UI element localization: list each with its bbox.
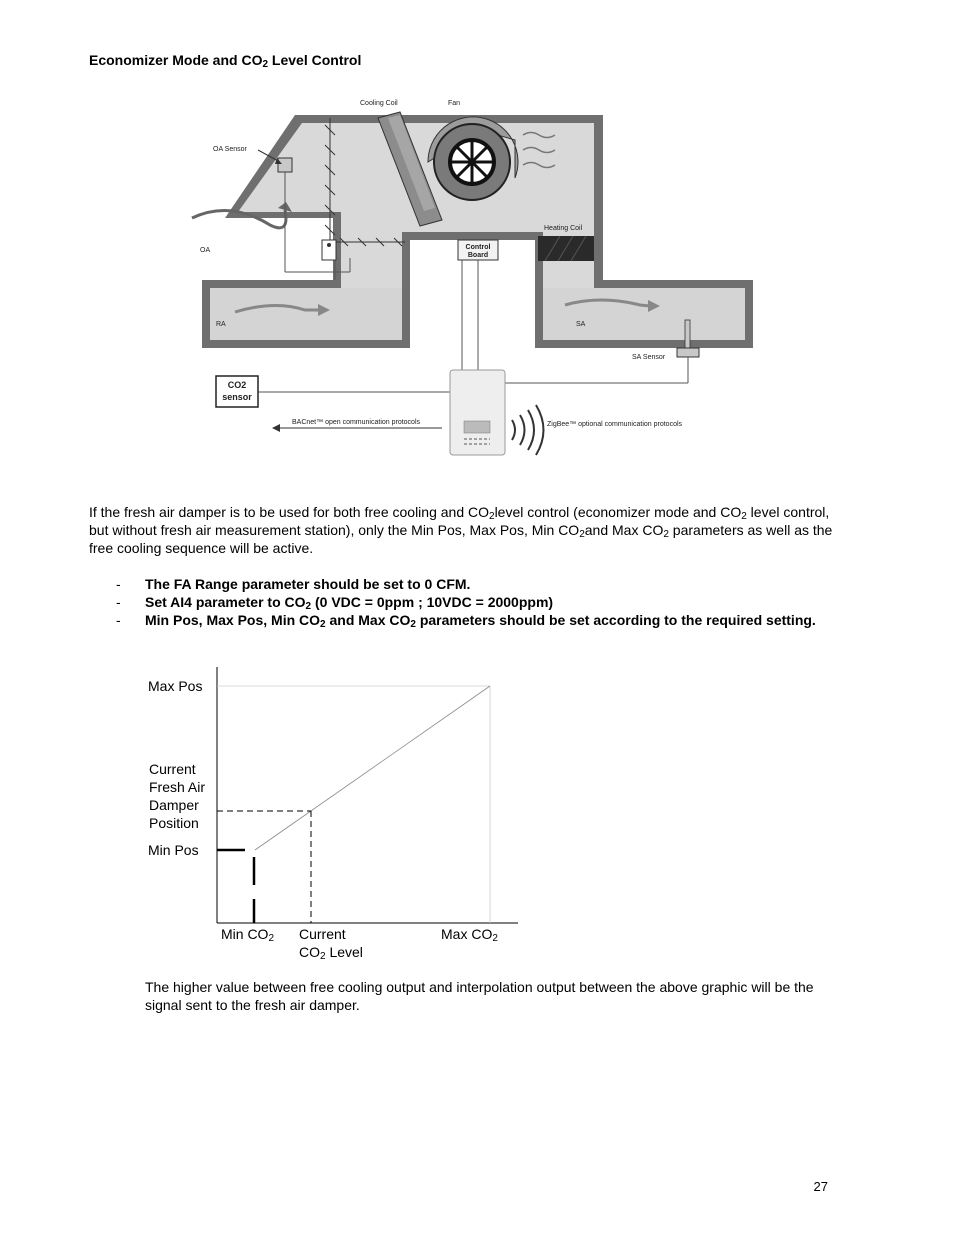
svg-text:sensor: sensor bbox=[222, 392, 252, 402]
current-position-label: Current Fresh Air Damper Position bbox=[149, 761, 206, 831]
min-co2-label: Min $CO_2$ bbox=[221, 926, 275, 944]
bullet-list bbox=[116, 575, 846, 629]
sa-sensor bbox=[677, 348, 699, 357]
section-heading: Economizer Mode and $CO_2$ Level Control bbox=[89, 52, 362, 70]
max-co2-label: Max $CO_2$ bbox=[441, 926, 498, 944]
closing-paragraph: The higher value between free cooling output and interpolation output between the above graphic will be the signal sent to the fresh air damper. bbox=[145, 979, 814, 1013]
svg-text:CO2: CO2 bbox=[227, 380, 247, 390]
page-number: 27 bbox=[813, 1179, 828, 1194]
svg-text:RA: RA bbox=[216, 321, 226, 328]
min-pos-label: Min Pos bbox=[148, 842, 199, 858]
list-item: - The FA Range parameter should be set to 0 CFM. bbox=[116, 576, 471, 592]
list-item: - Min Pos, Max Pos, Min $CO_2$ and Max $CO_2$ parameters should be set according to the required setting. bbox=[116, 612, 816, 630]
supply-air-duct bbox=[543, 288, 745, 340]
svg-text:OA Sensor: OA Sensor bbox=[213, 146, 247, 153]
oa-sensor bbox=[278, 158, 292, 172]
max-pos-label: Max Pos bbox=[148, 678, 203, 694]
svg-text:Cooling Coil: Cooling Coil bbox=[360, 100, 398, 107]
svg-text:SA Sensor: SA Sensor bbox=[632, 354, 666, 361]
svg-text:Board: Board bbox=[467, 252, 489, 259]
interpolation-line bbox=[255, 686, 490, 850]
damper-position-graph bbox=[210, 665, 530, 930]
list-item: - Set AI4 parameter to $CO_2$ (0 VDC = 0ppm ; 10VDC = 2000ppm) bbox=[116, 594, 554, 612]
svg-text:BACnet™ open communication pro: BACnet™ open communication protocols bbox=[292, 419, 421, 426]
svg-text:Control: Control bbox=[465, 244, 491, 251]
economizer-diagram bbox=[180, 90, 770, 460]
controller-device bbox=[450, 370, 505, 455]
svg-text:Heating Coil: Heating Coil bbox=[544, 225, 583, 232]
intro-paragraph: If the fresh air damper is to be used for both free cooling and $CO_2level$ control (economizer mode and $CO_2$ level control, but without fresh air measurement station), only the Min Pos, Max Pos, Min $CO_2and$ Max $CO_2$ parameters as well as the free cooling sequence will be active. bbox=[89, 504, 833, 556]
svg-text:Fan: Fan bbox=[448, 100, 461, 107]
current-co2-level-label: Current $CO_2$ Level bbox=[299, 926, 363, 962]
return-air-duct bbox=[210, 288, 402, 340]
svg-text:ZigBee™ optional communication: ZigBee™ optional communication protocols bbox=[547, 421, 683, 428]
svg-text:SA: SA bbox=[576, 321, 586, 328]
svg-text:OA: OA bbox=[200, 247, 211, 254]
